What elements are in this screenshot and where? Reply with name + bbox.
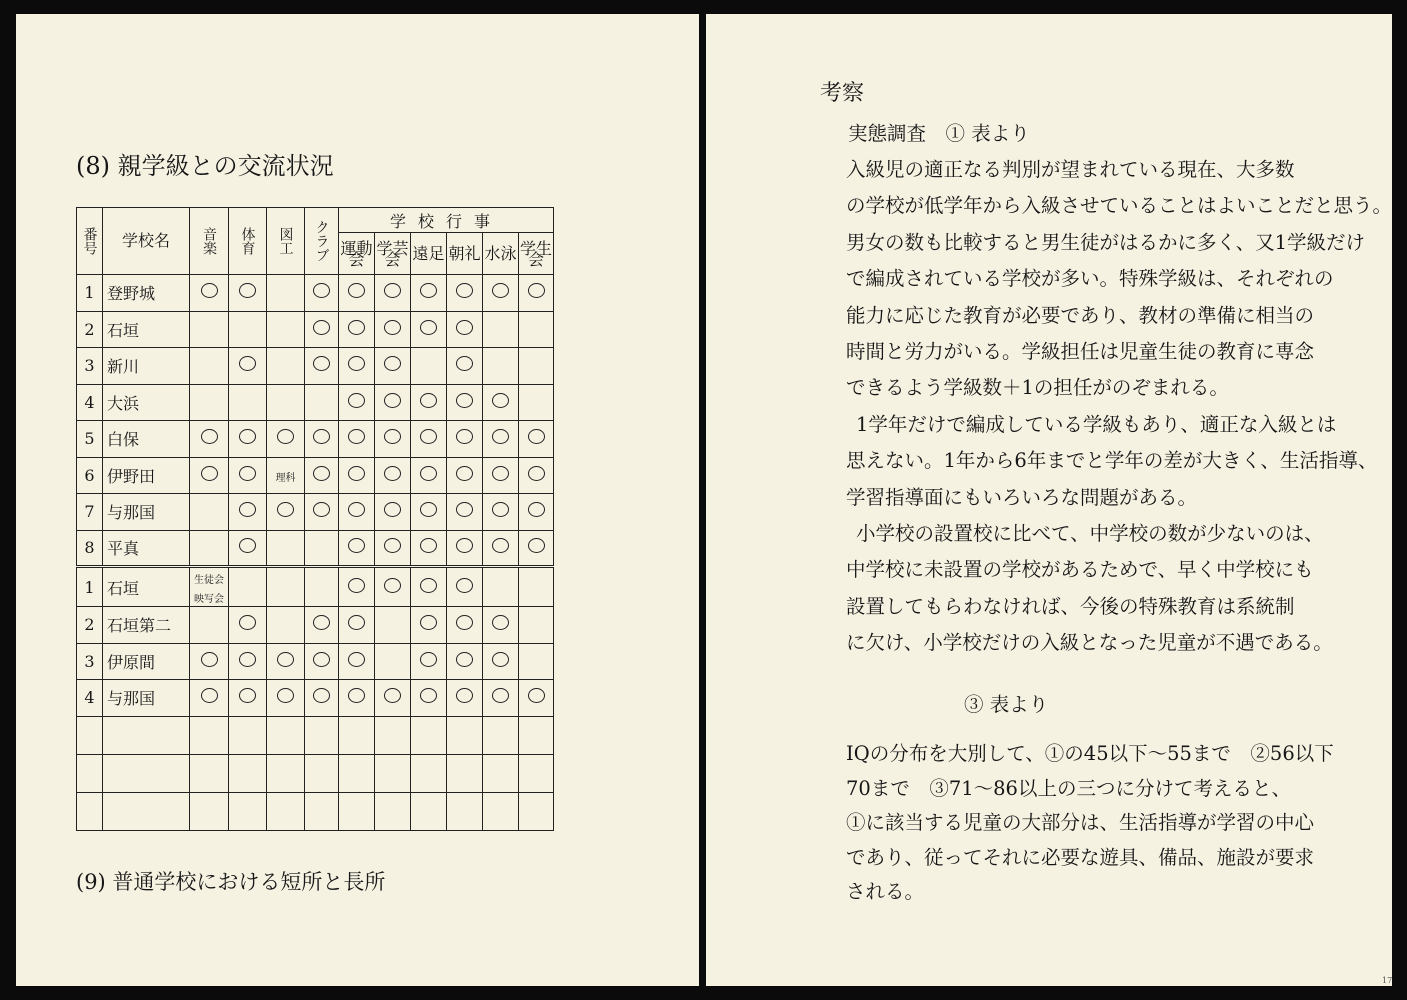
school-name: 石垣第二 — [103, 607, 190, 644]
mark-cell — [447, 275, 483, 312]
mark-cell — [483, 607, 519, 644]
table-row — [77, 680, 554, 717]
mark-cell — [375, 607, 411, 644]
header-events: 学校行事 — [339, 208, 554, 233]
mark-cell — [305, 643, 339, 680]
table-row — [77, 494, 554, 531]
circle-mark-icon — [348, 356, 365, 371]
row-number: 1 — [77, 567, 103, 607]
circle-mark-icon — [313, 615, 330, 630]
circle-mark-icon — [456, 393, 473, 408]
mark-cell — [339, 457, 375, 494]
circle-mark-icon — [456, 429, 473, 444]
mark-cell — [190, 311, 229, 348]
mark-cell — [229, 643, 267, 680]
text-line: の学校が低学年から入級させていることはよいことだと思う。 — [846, 194, 1393, 218]
circle-mark-icon — [384, 320, 401, 335]
circle-mark-icon — [384, 502, 401, 517]
row-number: 3 — [77, 643, 103, 680]
table-row — [77, 275, 554, 312]
mark-cell — [519, 680, 554, 717]
mark-cell — [519, 311, 554, 348]
circle-mark-icon — [313, 502, 330, 517]
mark-cell — [229, 530, 267, 567]
circle-mark-icon — [492, 502, 509, 517]
circle-mark-icon — [456, 578, 473, 593]
header-pe: 体育 — [229, 208, 267, 275]
mark-cell — [339, 680, 375, 717]
circle-mark-icon — [420, 320, 437, 335]
text-line: 70まで ③71～86以上の三つに分けて考えると、 — [846, 776, 1291, 800]
mark-cell — [375, 348, 411, 385]
mark-cell — [411, 311, 447, 348]
text-line: 中学校に未設置の学校があるためで、早く中学校にも — [846, 558, 1314, 582]
circle-mark-icon — [348, 688, 365, 703]
table-row — [77, 607, 554, 644]
circle-mark-icon — [420, 688, 437, 703]
header-event: 学芸会 — [375, 233, 411, 275]
text-line: 設置してもらわなければ、今後の特殊教育は系統制 — [846, 594, 1295, 618]
circle-mark-icon — [492, 429, 509, 444]
mark-cell — [267, 457, 305, 494]
school-name: 新川 — [103, 348, 190, 385]
mark-cell — [305, 384, 339, 421]
circle-mark-icon — [528, 283, 545, 298]
school-name: 伊野田 — [103, 457, 190, 494]
circle-mark-icon — [239, 538, 256, 553]
mark-cell — [305, 530, 339, 567]
circle-mark-icon — [348, 393, 365, 408]
row-number: 1 — [77, 275, 103, 312]
section9-title: (9) 普通学校における短所と長所 — [76, 870, 386, 894]
text-line: IQの分布を大別して、①の45以下～55まで ②56以下 — [846, 742, 1334, 765]
circle-mark-icon — [201, 652, 218, 667]
text-line: であり、従ってそれに必要な遊具、備品、施設が要求 — [846, 845, 1315, 869]
text-line: できるよう学級数＋1の担任がのぞまれる。 — [846, 376, 1229, 400]
table-row — [77, 457, 554, 494]
circle-mark-icon — [384, 283, 401, 298]
row-number: 6 — [77, 457, 103, 494]
mark-cell — [267, 421, 305, 458]
circle-mark-icon — [348, 652, 365, 667]
circle-mark-icon — [420, 283, 437, 298]
mark-cell — [519, 348, 554, 385]
text-line: される。 — [846, 880, 925, 903]
circle-mark-icon — [456, 615, 473, 630]
text-line: 時間と労力がいる。学級担任は児童生徒の教育に専念 — [846, 340, 1315, 363]
circle-mark-icon — [456, 320, 473, 335]
circle-mark-icon — [201, 466, 218, 481]
text-line: ①に該当する児童の大部分は、生活指導が学習の中心 — [846, 811, 1315, 834]
table-row — [77, 311, 554, 348]
row-number: 5 — [77, 421, 103, 458]
circle-mark-icon — [528, 688, 545, 703]
header-event: 運動会 — [339, 233, 375, 275]
circle-mark-icon — [384, 578, 401, 593]
circle-mark-icon — [384, 429, 401, 444]
mark-cell — [267, 530, 305, 567]
mark-cell — [483, 643, 519, 680]
mark-cell — [411, 494, 447, 531]
right-page — [706, 14, 1392, 986]
mark-cell — [375, 311, 411, 348]
mark-cell — [483, 311, 519, 348]
mark-cell — [267, 384, 305, 421]
circle-mark-icon — [239, 283, 256, 298]
mark-cell — [519, 643, 554, 680]
row-number: 3 — [77, 348, 103, 385]
text-line: で編成されている学校が多い。特殊学級は、それぞれの — [846, 267, 1334, 291]
mark-cell — [229, 680, 267, 717]
circle-mark-icon — [239, 429, 256, 444]
mark-cell — [519, 607, 554, 644]
circle-mark-icon — [420, 652, 437, 667]
mark-cell — [375, 567, 411, 607]
circle-mark-icon — [239, 466, 256, 481]
conclusion-title: 考察 — [820, 81, 865, 106]
mark-cell — [519, 384, 554, 421]
school-name: 与那国 — [103, 680, 190, 717]
mark-cell — [447, 494, 483, 531]
mark-cell — [411, 567, 447, 607]
header-event: 水泳 — [483, 233, 519, 275]
mark-cell — [190, 530, 229, 567]
school-name: 登野城 — [103, 275, 190, 312]
mark-cell — [447, 607, 483, 644]
header-num: 番号 — [77, 208, 103, 275]
mark-cell — [229, 311, 267, 348]
text-line: 能力に応じた教育が必要であり、教材の準備に相当の — [846, 303, 1315, 327]
school-name: 石垣 — [103, 311, 190, 348]
mark-cell — [190, 275, 229, 312]
circle-mark-icon — [313, 688, 330, 703]
school-name: 石垣 — [103, 567, 190, 607]
circle-mark-icon — [348, 429, 365, 444]
header-event: 遠足 — [411, 233, 447, 275]
mark-cell — [483, 494, 519, 531]
mark-cell — [267, 643, 305, 680]
mark-cell — [447, 348, 483, 385]
circle-mark-icon — [420, 429, 437, 444]
mark-cell — [375, 384, 411, 421]
mark-cell — [229, 275, 267, 312]
table-row — [77, 643, 554, 680]
mark-cell — [411, 530, 447, 567]
circle-mark-icon — [348, 320, 365, 335]
empty-row — [77, 792, 554, 830]
mark-cell — [190, 421, 229, 458]
mark-cell — [190, 567, 229, 607]
mark-cell — [411, 348, 447, 385]
circle-mark-icon — [277, 652, 294, 667]
circle-mark-icon — [348, 538, 365, 553]
mark-cell — [339, 384, 375, 421]
mark-cell — [190, 680, 229, 717]
school-name: 平真 — [103, 530, 190, 567]
circle-mark-icon — [456, 356, 473, 371]
text-line: に欠け、小学校だけの入級となった児童が不遇である。 — [846, 631, 1333, 655]
mark-cell — [190, 348, 229, 385]
mark-cell — [305, 275, 339, 312]
circle-mark-icon — [492, 466, 509, 481]
mark-cell — [190, 384, 229, 421]
mark-cell — [267, 567, 305, 607]
circle-mark-icon — [348, 283, 365, 298]
mark-cell — [411, 643, 447, 680]
text-line: 入級児の適正なる判別が望まれている現在、大多数 — [846, 158, 1295, 181]
mark-cell — [305, 680, 339, 717]
header-music: 音楽 — [190, 208, 229, 275]
mark-cell — [447, 643, 483, 680]
circle-mark-icon — [456, 538, 473, 553]
mark-cell — [411, 275, 447, 312]
row-number: 4 — [77, 384, 103, 421]
circle-mark-icon — [313, 429, 330, 444]
row-number: 7 — [77, 494, 103, 531]
mark-cell — [267, 607, 305, 644]
cell-note: 理科 — [275, 472, 296, 484]
row-number: 4 — [77, 680, 103, 717]
circle-mark-icon — [384, 688, 401, 703]
mark-cell — [447, 311, 483, 348]
mark-cell — [483, 530, 519, 567]
circle-mark-icon — [201, 283, 218, 298]
circle-mark-icon — [348, 502, 365, 517]
circle-mark-icon — [420, 538, 437, 553]
mark-cell — [339, 311, 375, 348]
mark-cell — [229, 348, 267, 385]
circle-mark-icon — [528, 429, 545, 444]
mark-cell — [305, 567, 339, 607]
circle-mark-icon — [456, 283, 473, 298]
mark-cell — [375, 275, 411, 312]
mark-cell — [519, 530, 554, 567]
mark-cell — [229, 421, 267, 458]
circle-mark-icon — [313, 320, 330, 335]
circle-mark-icon — [456, 688, 473, 703]
mark-cell — [339, 348, 375, 385]
circle-mark-icon — [528, 502, 545, 517]
mark-cell — [305, 348, 339, 385]
circle-mark-icon — [420, 615, 437, 630]
circle-mark-icon — [313, 466, 330, 481]
mark-cell — [267, 311, 305, 348]
mark-cell — [339, 275, 375, 312]
circle-mark-icon — [277, 688, 294, 703]
empty-row — [77, 716, 554, 754]
mark-cell — [411, 421, 447, 458]
header-event: 朝礼 — [447, 233, 483, 275]
mark-cell — [483, 421, 519, 458]
circle-mark-icon — [492, 652, 509, 667]
circle-mark-icon — [456, 652, 473, 667]
conclusion-subtitle-2: ③ 表より — [964, 693, 1049, 716]
circle-mark-icon — [492, 538, 509, 553]
header-school: 学校名 — [103, 208, 190, 275]
text-line: 思えない。1年から6年までと学年の差が大きく、生活指導、 — [846, 449, 1378, 473]
circle-mark-icon — [528, 466, 545, 481]
circle-mark-icon — [313, 356, 330, 371]
circle-mark-icon — [277, 502, 294, 517]
mark-cell — [375, 494, 411, 531]
circle-mark-icon — [384, 356, 401, 371]
mark-cell — [190, 494, 229, 531]
page-mark: 17 — [1382, 976, 1393, 985]
circle-mark-icon — [456, 502, 473, 517]
school-name: 白保 — [103, 421, 190, 458]
mark-cell — [339, 643, 375, 680]
mark-cell — [519, 421, 554, 458]
school-name: 伊原間 — [103, 643, 190, 680]
header-club: クラブ — [305, 208, 339, 275]
mark-cell — [375, 643, 411, 680]
mark-cell — [447, 567, 483, 607]
mark-cell — [339, 607, 375, 644]
mark-cell — [483, 567, 519, 607]
mark-cell — [267, 348, 305, 385]
mark-cell — [483, 348, 519, 385]
mark-cell — [229, 607, 267, 644]
mark-cell — [305, 311, 339, 348]
empty-row — [77, 754, 554, 792]
mark-cell — [305, 494, 339, 531]
mark-cell — [305, 421, 339, 458]
mark-cell — [447, 530, 483, 567]
circle-mark-icon — [313, 652, 330, 667]
circle-mark-icon — [384, 393, 401, 408]
circle-mark-icon — [201, 429, 218, 444]
table-row — [77, 530, 554, 567]
school-name: 与那国 — [103, 494, 190, 531]
mark-cell — [267, 275, 305, 312]
circle-mark-icon — [384, 466, 401, 481]
row-number: 2 — [77, 607, 103, 644]
mark-cell — [483, 384, 519, 421]
mark-cell — [447, 384, 483, 421]
mark-cell — [483, 275, 519, 312]
mark-cell — [339, 421, 375, 458]
mark-cell — [339, 567, 375, 607]
circle-mark-icon — [492, 393, 509, 408]
circle-mark-icon — [348, 466, 365, 481]
circle-mark-icon — [201, 688, 218, 703]
mark-cell — [447, 680, 483, 717]
mark-cell — [190, 607, 229, 644]
table-row — [77, 384, 554, 421]
section8-title: (8) 親学級との交流状況 — [76, 152, 334, 180]
circle-mark-icon — [384, 538, 401, 553]
circle-mark-icon — [492, 283, 509, 298]
header-event: 学生会 — [519, 233, 554, 275]
mark-cell — [519, 275, 554, 312]
mark-cell — [229, 457, 267, 494]
cell-note: 生徒会映写会 — [194, 575, 224, 605]
text-line: 小学校の設置校に比べて、中学校の数が少ないのは、 — [856, 522, 1324, 545]
mark-cell — [519, 567, 554, 607]
circle-mark-icon — [420, 393, 437, 408]
mark-cell — [305, 457, 339, 494]
table-row — [77, 348, 554, 385]
header-art: 図工 — [267, 208, 305, 275]
mark-cell — [229, 567, 267, 607]
mark-cell — [305, 607, 339, 644]
row-number: 2 — [77, 311, 103, 348]
text-line: 男女の数も比較すると男生徒がはるかに多く、又1学級だけ — [846, 230, 1366, 254]
mark-cell — [375, 680, 411, 717]
mark-cell — [411, 384, 447, 421]
school-name: 大浜 — [103, 384, 190, 421]
circle-mark-icon — [239, 356, 256, 371]
circle-mark-icon — [277, 429, 294, 444]
mark-cell — [447, 457, 483, 494]
mark-cell — [229, 384, 267, 421]
mark-cell — [190, 643, 229, 680]
mark-cell — [483, 457, 519, 494]
exchange-table — [76, 207, 554, 831]
circle-mark-icon — [239, 502, 256, 517]
left-page — [16, 14, 699, 986]
circle-mark-icon — [456, 466, 473, 481]
mark-cell — [447, 421, 483, 458]
mark-cell — [339, 530, 375, 567]
mark-cell — [519, 494, 554, 531]
table-row — [77, 567, 554, 607]
circle-mark-icon — [348, 615, 365, 630]
circle-mark-icon — [492, 615, 509, 630]
mark-cell — [411, 607, 447, 644]
row-number: 8 — [77, 530, 103, 567]
mark-cell — [483, 680, 519, 717]
text-line: 1学年だけで編成している学級もあり、適正な入級とは — [856, 412, 1337, 436]
circle-mark-icon — [420, 502, 437, 517]
mark-cell — [375, 421, 411, 458]
mark-cell — [375, 530, 411, 567]
circle-mark-icon — [313, 283, 330, 298]
table-row — [77, 421, 554, 458]
circle-mark-icon — [348, 578, 365, 593]
text-line: 学習指導面にもいろいろな問題がある。 — [846, 485, 1198, 509]
circle-mark-icon — [528, 538, 545, 553]
mark-cell — [267, 680, 305, 717]
circle-mark-icon — [239, 652, 256, 667]
mark-cell — [190, 457, 229, 494]
mark-cell — [267, 494, 305, 531]
circle-mark-icon — [420, 578, 437, 593]
mark-cell — [411, 457, 447, 494]
conclusion-subtitle: 実態調査 ① 表より — [848, 122, 1030, 145]
mark-cell — [339, 494, 375, 531]
mark-cell — [375, 457, 411, 494]
circle-mark-icon — [239, 688, 256, 703]
circle-mark-icon — [420, 466, 437, 481]
mark-cell — [229, 494, 267, 531]
circle-mark-icon — [492, 688, 509, 703]
mark-cell — [411, 680, 447, 717]
mark-cell — [519, 457, 554, 494]
circle-mark-icon — [239, 615, 256, 630]
